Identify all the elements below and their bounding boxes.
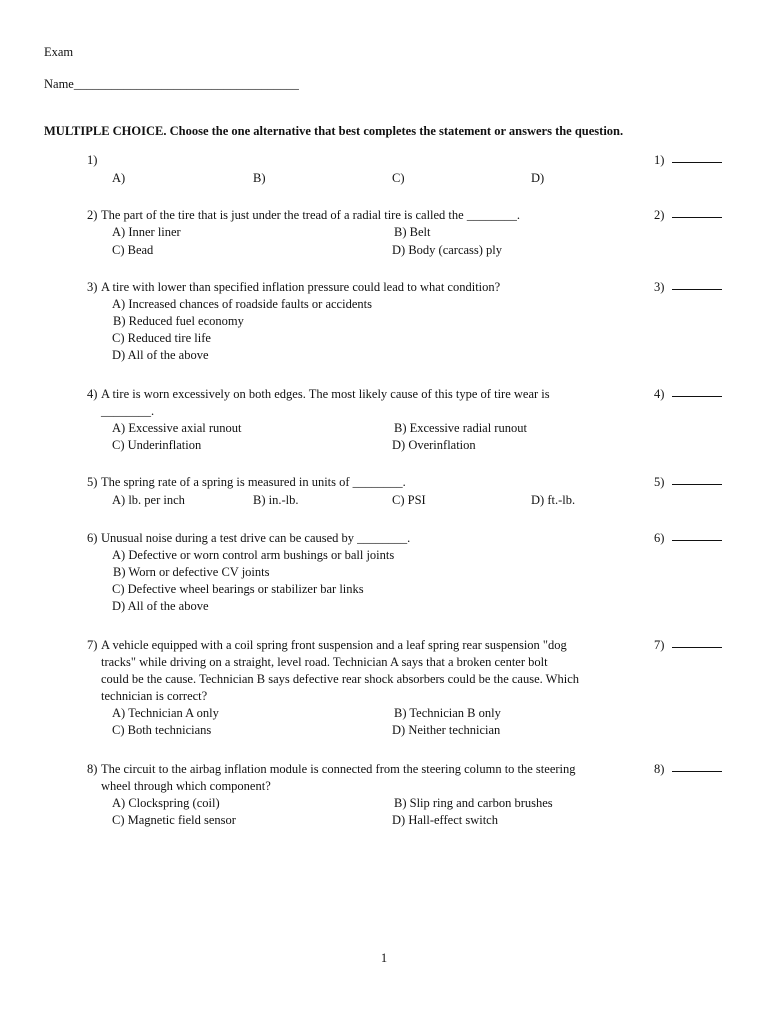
option-c[interactable]: C) Both technicians	[112, 723, 212, 737]
option-d[interactable]: D)	[531, 171, 545, 185]
option-b[interactable]: B) Slip ring and carbon brushes	[394, 796, 553, 810]
question-number: 3)	[87, 280, 98, 294]
option-c[interactable]: C)	[392, 171, 405, 185]
option-b[interactable]: B) Worn or defective CV joints	[113, 565, 270, 579]
answer-blank[interactable]	[672, 152, 722, 163]
question-number: 4)	[87, 387, 98, 401]
question-stem: A tire with lower than specified inflation pressure could lead to what condition?	[101, 280, 501, 294]
question-stem-line-4: technician is correct?	[101, 689, 208, 703]
option-c[interactable]: C) Reduced tire life	[112, 331, 211, 345]
answer-number: 4)	[654, 387, 665, 401]
question-number: 5)	[87, 475, 98, 489]
option-d[interactable]: D) Body (carcass) ply	[392, 243, 503, 257]
answer-blank[interactable]	[672, 530, 722, 541]
option-a[interactable]: A) Inner liner	[112, 225, 181, 239]
question-stem: A vehicle equipped with a coil spring front suspension and a leaf spring rear suspension "dog	[101, 638, 567, 652]
option-c[interactable]: C) Underinflation	[112, 438, 202, 452]
answer-number: 7)	[654, 638, 665, 652]
option-b[interactable]: B) Reduced fuel economy	[113, 314, 244, 328]
exam-title: Exam	[44, 45, 74, 59]
option-a[interactable]: A)	[112, 171, 126, 185]
instructions: MULTIPLE CHOICE. Choose the one alternative that best completes the statement or answers the question.	[44, 124, 624, 138]
answer-number: 1)	[654, 153, 665, 167]
option-a[interactable]: A) Excessive axial runout	[112, 421, 242, 435]
answer-blank[interactable]	[672, 279, 722, 290]
page-number: 1	[380, 951, 388, 965]
answer-blank[interactable]	[672, 761, 722, 772]
option-c[interactable]: C) Bead	[112, 243, 154, 257]
option-d[interactable]: D) All of the above	[112, 348, 209, 362]
option-d[interactable]: D) Overinflation	[392, 438, 476, 452]
option-a[interactable]: A) lb. per inch	[112, 493, 185, 507]
answer-number: 5)	[654, 475, 665, 489]
option-b[interactable]: B) Belt	[394, 225, 431, 239]
option-a[interactable]: A) Technician A only	[112, 706, 219, 720]
answer-number: 3)	[654, 280, 665, 294]
option-b[interactable]: B) Excessive radial runout	[394, 421, 527, 435]
question-stem-line-2: tracks" while driving on a straight, level road. Technician A says that a broken center bolt	[101, 655, 548, 669]
question-number: 7)	[87, 638, 98, 652]
question-stem-continued: ________.	[101, 404, 155, 418]
option-c[interactable]: C) Magnetic field sensor	[112, 813, 236, 827]
answer-number: 6)	[654, 531, 665, 545]
question-stem: The part of the tire that is just under the tread of a radial tire is called the ________.	[101, 208, 520, 222]
question-stem-line-2: wheel through which component?	[101, 779, 271, 793]
answer-blank[interactable]	[672, 474, 722, 485]
question-stem: A tire is worn excessively on both edges. The most likely cause of this type of tire wear is	[101, 387, 550, 401]
option-d[interactable]: D) All of the above	[112, 599, 209, 613]
option-b[interactable]: B)	[253, 171, 266, 185]
question-stem: Unusual noise during a test drive can be caused by ________.	[101, 531, 411, 545]
option-d[interactable]: D) Hall-effect switch	[392, 813, 498, 827]
question-number: 8)	[87, 762, 98, 776]
question-stem: The spring rate of a spring is measured in units of ________.	[101, 475, 406, 489]
name-field[interactable]: Name____________________________________	[44, 77, 299, 91]
answer-blank[interactable]	[672, 207, 722, 218]
answer-blank[interactable]	[672, 386, 722, 397]
option-a[interactable]: A) Defective or worn control arm bushings or ball joints	[112, 548, 395, 562]
answer-number: 8)	[654, 762, 665, 776]
option-c[interactable]: C) PSI	[392, 493, 426, 507]
question-stem-line-3: could be the cause. Technician B says defective rear shock absorbers could be the cause. Which	[101, 672, 579, 686]
option-b[interactable]: B) in.-lb.	[253, 493, 299, 507]
option-c[interactable]: C) Defective wheel bearings or stabilizer bar links	[112, 582, 364, 596]
option-d[interactable]: D) ft.-lb.	[531, 493, 576, 507]
question-number: 1)	[87, 153, 98, 167]
question-number: 2)	[87, 208, 98, 222]
option-a[interactable]: A) Clockspring (coil)	[112, 796, 220, 810]
answer-blank[interactable]	[672, 637, 722, 648]
option-a[interactable]: A) Increased chances of roadside faults or accidents	[112, 297, 372, 311]
option-d[interactable]: D) Neither technician	[392, 723, 501, 737]
answer-number: 2)	[654, 208, 665, 222]
option-b[interactable]: B) Technician B only	[394, 706, 501, 720]
question-number: 6)	[87, 531, 98, 545]
question-stem: The circuit to the airbag inflation module is connected from the steering column to the steering	[101, 762, 576, 776]
